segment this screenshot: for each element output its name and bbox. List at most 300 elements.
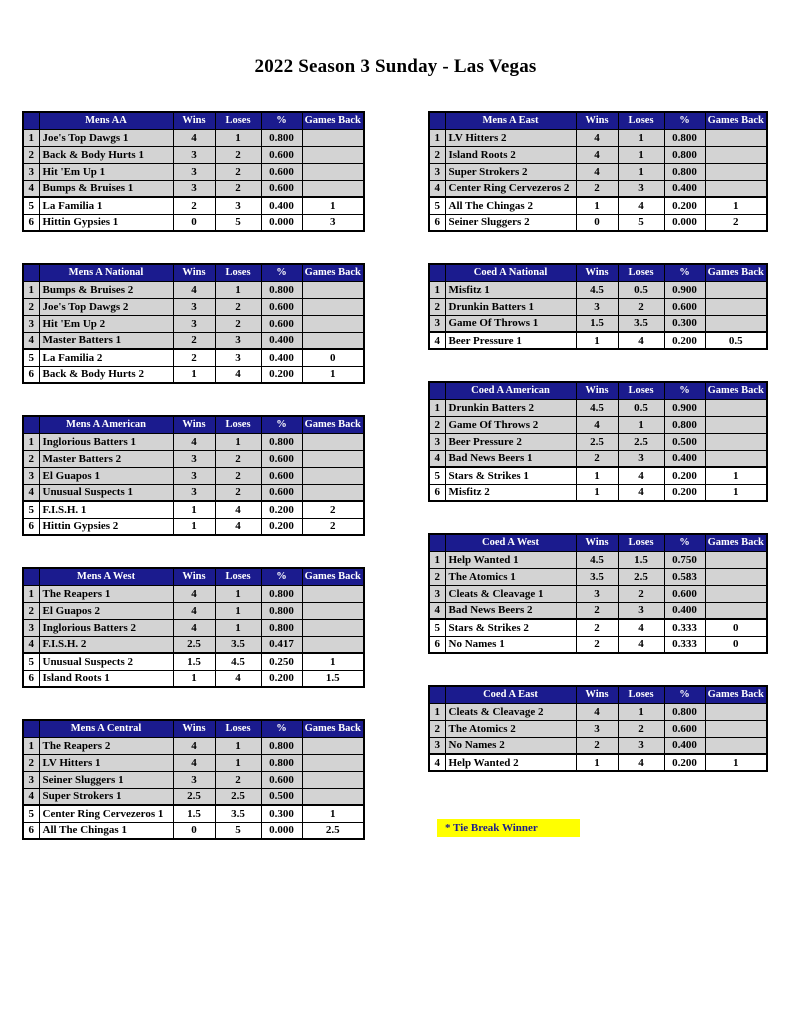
rank: 5	[23, 653, 39, 670]
loses: 1	[215, 602, 261, 619]
loses: 2	[215, 315, 261, 332]
pct: 0.800	[664, 416, 705, 433]
header-row	[429, 264, 767, 281]
wins: 1.5	[173, 805, 215, 822]
rank: 2	[429, 416, 445, 433]
column-header-games-back: Games Back	[705, 686, 767, 703]
team-name: Help Wanted 1	[445, 551, 576, 568]
column-header-: %	[664, 112, 705, 129]
loses: 4	[215, 518, 261, 535]
loses: 2.5	[215, 788, 261, 805]
loses: 0.5	[618, 281, 664, 298]
pct: 0.600	[261, 180, 302, 197]
team-row	[429, 214, 767, 231]
loses: 2	[215, 484, 261, 501]
loses: 3.5	[215, 636, 261, 653]
right-column	[428, 111, 768, 803]
loses: 1.5	[618, 551, 664, 568]
loses: 3	[618, 737, 664, 754]
pct: 0.900	[664, 281, 705, 298]
team-name: Bad News Beers 1	[445, 450, 576, 467]
rank: 5	[23, 349, 39, 366]
games-back: 1	[302, 197, 364, 214]
loses: 3	[618, 180, 664, 197]
games-back	[302, 332, 364, 349]
rank: 1	[429, 129, 445, 146]
pct: 0.300	[261, 805, 302, 822]
wins: 1	[173, 518, 215, 535]
team-name: The Reapers 2	[39, 737, 173, 754]
rank: 2	[23, 754, 39, 771]
team-name: Back & Body Hurts 1	[39, 146, 173, 163]
team-name: Unusual Suspects 2	[39, 653, 173, 670]
column-header-loses: Loses	[618, 686, 664, 703]
team-row	[429, 467, 767, 484]
pct: 0.500	[664, 433, 705, 450]
loses: 2	[215, 180, 261, 197]
wins: 3	[576, 720, 618, 737]
pct: 0.800	[664, 129, 705, 146]
column-header-loses: Loses	[215, 720, 261, 737]
loses: 4	[215, 366, 261, 383]
standings-table-mens-a-national	[22, 263, 365, 384]
rank: 2	[23, 602, 39, 619]
team-name: Unusual Suspects 1	[39, 484, 173, 501]
rank: 3	[429, 433, 445, 450]
rank: 4	[23, 636, 39, 653]
loses: 1	[215, 433, 261, 450]
pct: 0.400	[664, 450, 705, 467]
rank: 4	[429, 450, 445, 467]
rank-column-header	[23, 264, 39, 281]
team-row	[429, 332, 767, 349]
pct: 0.600	[664, 298, 705, 315]
team-name: Center Ring Cervezeros 1	[39, 805, 173, 822]
team-row	[429, 129, 767, 146]
rank: 1	[23, 129, 39, 146]
division-title: Mens AA	[39, 112, 173, 129]
division-title: Coed A American	[445, 382, 576, 399]
rank: 6	[23, 822, 39, 839]
team-row	[23, 822, 364, 839]
column-header-wins: Wins	[576, 382, 618, 399]
team-row	[23, 315, 364, 332]
wins: 4	[576, 416, 618, 433]
pct: 0.600	[664, 585, 705, 602]
loses: 5	[215, 822, 261, 839]
loses: 3	[215, 332, 261, 349]
loses: 3	[215, 349, 261, 366]
wins: 3	[576, 298, 618, 315]
loses: 4	[618, 636, 664, 653]
loses: 4	[618, 619, 664, 636]
rank: 3	[23, 315, 39, 332]
division-title: Coed A West	[445, 534, 576, 551]
rank: 3	[23, 619, 39, 636]
column-header-: %	[261, 720, 302, 737]
pct: 0.400	[261, 197, 302, 214]
wins: 4	[173, 129, 215, 146]
games-back	[705, 433, 767, 450]
team-row	[429, 737, 767, 754]
team-row	[429, 585, 767, 602]
games-back: 1	[302, 366, 364, 383]
wins: 4	[173, 433, 215, 450]
column-header-loses: Loses	[215, 112, 261, 129]
team-row	[429, 450, 767, 467]
rank: 4	[23, 484, 39, 501]
wins: 2	[576, 450, 618, 467]
wins: 4	[173, 619, 215, 636]
loses: 3	[618, 450, 664, 467]
games-back	[302, 433, 364, 450]
pct: 0.600	[261, 771, 302, 788]
team-row	[23, 788, 364, 805]
pct: 0.800	[664, 163, 705, 180]
division-title: Mens A National	[39, 264, 173, 281]
pct: 0.200	[261, 501, 302, 518]
pct: 0.000	[261, 214, 302, 231]
rank: 3	[429, 315, 445, 332]
games-back: 2.5	[302, 822, 364, 839]
team-row	[429, 163, 767, 180]
team-name: Hit 'Em Up 1	[39, 163, 173, 180]
team-name: Beer Pressure 2	[445, 433, 576, 450]
pct: 0.333	[664, 636, 705, 653]
wins: 4.5	[576, 281, 618, 298]
rank: 6	[23, 518, 39, 535]
wins: 1	[576, 332, 618, 349]
rank: 1	[429, 551, 445, 568]
column-header-wins: Wins	[576, 534, 618, 551]
column-header-wins: Wins	[173, 416, 215, 433]
pct: 0.800	[261, 281, 302, 298]
column-header-: %	[261, 112, 302, 129]
team-name: Hittin Gypsies 1	[39, 214, 173, 231]
team-name: Game Of Throws 1	[445, 315, 576, 332]
team-row	[23, 349, 364, 366]
games-back	[302, 754, 364, 771]
rank: 4	[23, 788, 39, 805]
rank-column-header	[23, 112, 39, 129]
games-back	[302, 602, 364, 619]
rank-column-header	[429, 264, 445, 281]
games-back	[302, 737, 364, 754]
games-back: 1.5	[302, 670, 364, 687]
team-row	[23, 619, 364, 636]
team-row	[23, 636, 364, 653]
rank: 4	[429, 602, 445, 619]
wins: 1.5	[576, 315, 618, 332]
loses: 2.5	[618, 433, 664, 450]
rank: 1	[23, 737, 39, 754]
team-row	[23, 180, 364, 197]
pct: 0.200	[261, 670, 302, 687]
pct: 0.400	[664, 737, 705, 754]
pct: 0.200	[664, 197, 705, 214]
team-name: Master Batters 2	[39, 450, 173, 467]
pct: 0.200	[261, 366, 302, 383]
pct: 0.200	[664, 467, 705, 484]
games-back	[302, 636, 364, 653]
team-name: Center Ring Cervezeros 2	[445, 180, 576, 197]
loses: 5	[618, 214, 664, 231]
column-header-: %	[664, 686, 705, 703]
loses: 2	[215, 146, 261, 163]
team-row	[429, 416, 767, 433]
team-row	[429, 602, 767, 619]
column-header-wins: Wins	[576, 686, 618, 703]
column-header-games-back: Games Back	[302, 720, 364, 737]
team-row	[23, 197, 364, 214]
team-name: The Atomics 2	[445, 720, 576, 737]
games-back	[705, 737, 767, 754]
table-columns	[22, 111, 768, 871]
team-row	[429, 484, 767, 501]
pct: 0.600	[261, 467, 302, 484]
pct: 0.333	[664, 619, 705, 636]
games-back: 2	[705, 214, 767, 231]
games-back	[302, 298, 364, 315]
header-row	[23, 416, 364, 433]
games-back	[705, 129, 767, 146]
rank: 6	[23, 214, 39, 231]
pct: 0.400	[261, 349, 302, 366]
team-name: Cleats & Cleavage 2	[445, 703, 576, 720]
loses: 1	[215, 281, 261, 298]
division-title: Coed A National	[445, 264, 576, 281]
games-back	[705, 551, 767, 568]
loses: 2	[618, 585, 664, 602]
team-name: Super Strokers 2	[445, 163, 576, 180]
team-name: Seiner Sluggers 1	[39, 771, 173, 788]
team-name: LV Hitters 1	[39, 754, 173, 771]
pct: 0.600	[261, 450, 302, 467]
rank: 5	[429, 197, 445, 214]
wins: 4	[173, 281, 215, 298]
games-back	[705, 315, 767, 332]
rank: 4	[429, 180, 445, 197]
wins: 1	[173, 670, 215, 687]
rank: 1	[429, 703, 445, 720]
games-back	[705, 399, 767, 416]
left-column	[22, 111, 365, 871]
wins: 4.5	[576, 399, 618, 416]
column-header-: %	[664, 264, 705, 281]
pct: 0.900	[664, 399, 705, 416]
column-header-loses: Loses	[215, 264, 261, 281]
team-name: Joe's Top Dawgs 2	[39, 298, 173, 315]
rank: 4	[23, 332, 39, 349]
rank-column-header	[429, 686, 445, 703]
games-back	[302, 450, 364, 467]
loses: 2	[215, 163, 261, 180]
column-header-wins: Wins	[173, 720, 215, 737]
loses: 4	[618, 467, 664, 484]
games-back	[705, 281, 767, 298]
games-back: 1	[705, 197, 767, 214]
wins: 3	[576, 585, 618, 602]
team-name: LV Hitters 2	[445, 129, 576, 146]
team-row	[23, 129, 364, 146]
wins: 3	[173, 163, 215, 180]
rank: 1	[429, 399, 445, 416]
pct: 0.600	[261, 315, 302, 332]
wins: 1	[576, 467, 618, 484]
loses: 1	[618, 703, 664, 720]
team-name: No Names 1	[445, 636, 576, 653]
team-name: Island Roots 1	[39, 670, 173, 687]
rank: 6	[429, 636, 445, 653]
rank: 5	[23, 805, 39, 822]
pct: 0.500	[261, 788, 302, 805]
team-name: Misfitz 2	[445, 484, 576, 501]
games-back	[302, 467, 364, 484]
loses: 1	[215, 129, 261, 146]
team-name: El Guapos 2	[39, 602, 173, 619]
header-row	[429, 382, 767, 399]
pct: 0.800	[664, 146, 705, 163]
rank: 6	[429, 484, 445, 501]
team-name: Back & Body Hurts 2	[39, 366, 173, 383]
rank: 2	[23, 146, 39, 163]
team-row	[429, 180, 767, 197]
team-row	[23, 484, 364, 501]
team-row	[429, 551, 767, 568]
team-name: Joe's Top Dawgs 1	[39, 129, 173, 146]
team-row	[23, 805, 364, 822]
games-back	[302, 180, 364, 197]
team-row	[23, 501, 364, 518]
column-header-wins: Wins	[173, 264, 215, 281]
rank: 5	[23, 197, 39, 214]
loses: 2	[215, 450, 261, 467]
team-row	[429, 433, 767, 450]
loses: 1	[618, 146, 664, 163]
team-row	[23, 467, 364, 484]
loses: 4.5	[215, 653, 261, 670]
pct: 0.417	[261, 636, 302, 653]
games-back	[705, 146, 767, 163]
column-header-games-back: Games Back	[302, 568, 364, 585]
loses: 2	[215, 771, 261, 788]
rank: 5	[429, 619, 445, 636]
column-header-games-back: Games Back	[302, 416, 364, 433]
header-row	[429, 534, 767, 551]
wins: 2.5	[173, 636, 215, 653]
rank: 5	[429, 467, 445, 484]
rank: 1	[429, 281, 445, 298]
wins: 1	[173, 366, 215, 383]
pct: 0.400	[664, 602, 705, 619]
column-header-games-back: Games Back	[302, 264, 364, 281]
division-title: Mens A West	[39, 568, 173, 585]
rank-column-header	[429, 112, 445, 129]
rank: 1	[23, 433, 39, 450]
column-header-wins: Wins	[576, 112, 618, 129]
team-name: Stars & Strikes 1	[445, 467, 576, 484]
loses: 3	[215, 197, 261, 214]
header-row	[23, 720, 364, 737]
pct: 0.000	[664, 214, 705, 231]
team-name: Bad News Beers 2	[445, 602, 576, 619]
rank: 1	[23, 585, 39, 602]
games-back	[302, 281, 364, 298]
loses: 2	[618, 720, 664, 737]
page-title: 2022 Season 3 Sunday - Las Vegas	[254, 56, 537, 77]
column-header-loses: Loses	[618, 382, 664, 399]
wins: 0	[173, 214, 215, 231]
team-row	[23, 754, 364, 771]
team-row	[23, 146, 364, 163]
column-header-: %	[261, 568, 302, 585]
team-row	[23, 670, 364, 687]
games-back: 1	[705, 754, 767, 771]
team-row	[23, 450, 364, 467]
header-row	[23, 568, 364, 585]
team-name: Beer Pressure 1	[445, 332, 576, 349]
wins: 2	[173, 349, 215, 366]
rank-column-header	[429, 382, 445, 399]
loses: 1	[618, 416, 664, 433]
rank: 3	[429, 585, 445, 602]
team-name: The Atomics 1	[445, 568, 576, 585]
division-title: Coed A East	[445, 686, 576, 703]
games-back	[705, 602, 767, 619]
team-row	[429, 399, 767, 416]
loses: 4	[618, 484, 664, 501]
column-header-wins: Wins	[576, 264, 618, 281]
team-row	[23, 366, 364, 383]
wins: 2	[173, 197, 215, 214]
loses: 1	[215, 737, 261, 754]
rank: 2	[429, 298, 445, 315]
column-header-games-back: Games Back	[705, 112, 767, 129]
header-row	[429, 686, 767, 703]
games-back	[705, 450, 767, 467]
games-back	[302, 129, 364, 146]
wins: 0	[576, 214, 618, 231]
standings-table-mens-aa	[22, 111, 365, 232]
standings-table-mens-a-east	[428, 111, 768, 232]
rank-column-header	[23, 720, 39, 737]
games-back	[705, 163, 767, 180]
wins: 3	[173, 298, 215, 315]
pct: 0.800	[664, 703, 705, 720]
column-header-: %	[261, 416, 302, 433]
team-row	[429, 568, 767, 585]
team-row	[429, 281, 767, 298]
loses: 4	[618, 332, 664, 349]
loses: 0.5	[618, 399, 664, 416]
column-header-wins: Wins	[173, 568, 215, 585]
rank: 3	[429, 163, 445, 180]
loses: 4	[215, 501, 261, 518]
standings-table-coed-a-national	[428, 263, 768, 350]
wins: 4.5	[576, 551, 618, 568]
pct: 0.800	[261, 754, 302, 771]
team-name: Hit 'Em Up 2	[39, 315, 173, 332]
header-row	[23, 112, 364, 129]
games-back	[705, 585, 767, 602]
wins: 1	[576, 197, 618, 214]
team-name: F.I.S.H. 2	[39, 636, 173, 653]
team-row	[23, 332, 364, 349]
rank: 2	[429, 720, 445, 737]
standings-table-mens-a-central	[22, 719, 365, 840]
games-back: 1	[302, 653, 364, 670]
header-row	[429, 112, 767, 129]
